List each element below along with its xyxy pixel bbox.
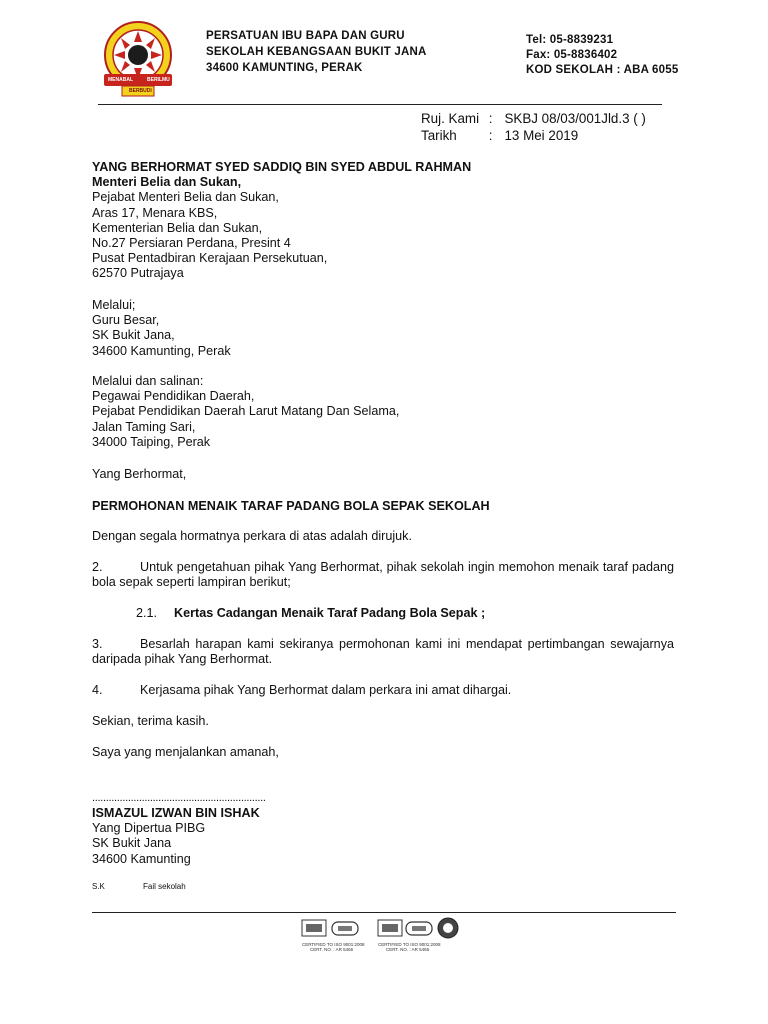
certification-logos	[298, 914, 470, 958]
via-copy-block	[92, 374, 399, 450]
via-copy-line: Pejabat Pendidikan Daerah Larut Matang Dan Selama,	[92, 404, 400, 419]
letter-subject: PERMOHONAN MENAIK TARAF PADANG BOLA SEPAK SEKOLAH	[92, 499, 490, 513]
school-name: SEKOLAH KEBANGSAAN BUKIT JANA	[206, 46, 427, 58]
tarikh-colon: :	[488, 128, 493, 143]
opening-sentence: Dengan segala hormatnya perkara di atas adalah dirujuk.	[92, 529, 412, 543]
recipient-address-line: No.27 Persiaran Perdana, Presint 4	[92, 236, 291, 251]
via-copy-line: 34000 Taiping, Perak	[92, 434, 211, 449]
recipient-address-line: Pejabat Menteri Belia dan Sukan,	[92, 190, 279, 205]
cert-right-line: CERTIFIED TO ISO 9001:2008	[378, 942, 441, 947]
paragraph-3	[92, 637, 674, 668]
cert-left-line: CERTIFIED TO ISO 9001:2008	[302, 942, 365, 947]
date-row	[421, 127, 578, 144]
recipient-name: YANG BERHORMAT SYED SADDIQ BIN SYED ABDUL RAHMAN	[92, 160, 472, 174]
signature-block	[92, 806, 260, 867]
paragraph-4-text: Kerjasama pihak Yang Berhormat dalam perkara ini amat dihargai.	[140, 683, 512, 697]
ruj-value: SKBJ 08/03/001Jld.3 ( )	[504, 111, 646, 126]
logo-motto-right: BERILMU	[147, 77, 170, 83]
paragraph-2	[92, 560, 674, 591]
via-label: Melalui;	[92, 298, 136, 312]
paragraph-3-text: Besarlah harapan kami sekiranya permohonan kami ini mendapat pertimbangan sewajarnya daripada pihak Yang Berhormat.	[92, 637, 674, 667]
tarikh-label: Tarikh	[421, 128, 457, 143]
cert-right-text	[378, 942, 441, 952]
letterhead-contact	[526, 34, 678, 77]
closing-trust: Saya yang menjalankan amanah,	[92, 745, 279, 759]
paragraph-3-number: 3.	[92, 637, 103, 651]
via-line: 34600 Kamunting, Perak	[92, 343, 231, 358]
recipient-address-line: Aras 17, Menara KBS,	[92, 205, 218, 220]
logo-lettering	[92, 18, 184, 100]
letterhead-organization	[206, 30, 426, 75]
closing-thanks: Sekian, terima kasih.	[92, 714, 209, 728]
recipient-address-line: Kementerian Belia dan Sukan,	[92, 220, 263, 235]
via-block	[92, 298, 231, 359]
school-code: KOD SEKOLAH : ABA 6055	[526, 64, 679, 76]
ruj-label: Ruj. Kami	[421, 111, 480, 126]
cc-label: S.K	[92, 882, 105, 891]
fax: Fax: 05-8836402	[526, 49, 618, 61]
item-2-1-number: 2.1.	[136, 606, 158, 620]
cert-left-text	[302, 942, 365, 952]
paragraph-2-text: Untuk pengetahuan pihak Yang Berhormat, pihak sekolah ingin memohon menaik taraf padang bola sepak seperti lampiran berikut;	[92, 560, 674, 590]
signature-dots: ...............................................................	[92, 792, 266, 804]
certification-marks-icon	[298, 914, 470, 944]
recipient-title: Menteri Belia dan Sukan,	[92, 175, 242, 190]
footer-divider	[92, 912, 676, 913]
signatory-line: Yang Dipertua PIBG	[92, 821, 206, 836]
via-line: SK Bukit Jana,	[92, 328, 175, 343]
signatory-line: 34600 Kamunting	[92, 851, 191, 866]
logo-motto-bottom: BERBUDI	[129, 88, 152, 94]
via-copy-line: Pegawai Pendidikan Daerah,	[92, 389, 255, 404]
cert-left-line: CERT. NO. : AR 5465	[310, 947, 354, 952]
salutation: Yang Berhormat,	[92, 467, 187, 481]
reference-row	[421, 110, 646, 127]
signatory-line: SK Bukit Jana	[92, 836, 172, 851]
via-copy-line: Jalan Taming Sari,	[92, 419, 196, 434]
via-copy-label: Melalui dan salinan:	[92, 374, 204, 388]
telephone: Tel: 05-8839231	[526, 34, 614, 46]
recipient-address-line: 62570 Putrajaya	[92, 266, 184, 281]
signatory-name: ISMAZUL IZWAN BIN ISHAK	[92, 806, 260, 820]
paragraph-2-number: 2.	[92, 560, 103, 574]
paragraph-4-number: 4.	[92, 683, 103, 697]
header-divider	[98, 104, 662, 105]
via-line: Guru Besar,	[92, 313, 160, 328]
cert-right-line: CERT. NO. : AR 5465	[386, 947, 430, 952]
logo-motto-left: MENABAL	[108, 77, 133, 83]
recipient-address-line: Pusat Pentadbiran Kerajaan Persekutuan,	[92, 251, 328, 266]
item-2-1-text: Kertas Cadangan Menaik Taraf Padang Bola Sepak ;	[174, 606, 486, 620]
tarikh-value: 13 Mei 2019	[504, 128, 579, 143]
ruj-colon: :	[488, 111, 493, 126]
school-postcode-town: 34600 KAMUNTING, PERAK	[206, 62, 363, 74]
recipient-block	[92, 160, 471, 282]
org-name: PERSATUAN IBU BAPA DAN GURU	[206, 30, 405, 42]
cc-value: Fail sekolah	[143, 882, 186, 891]
